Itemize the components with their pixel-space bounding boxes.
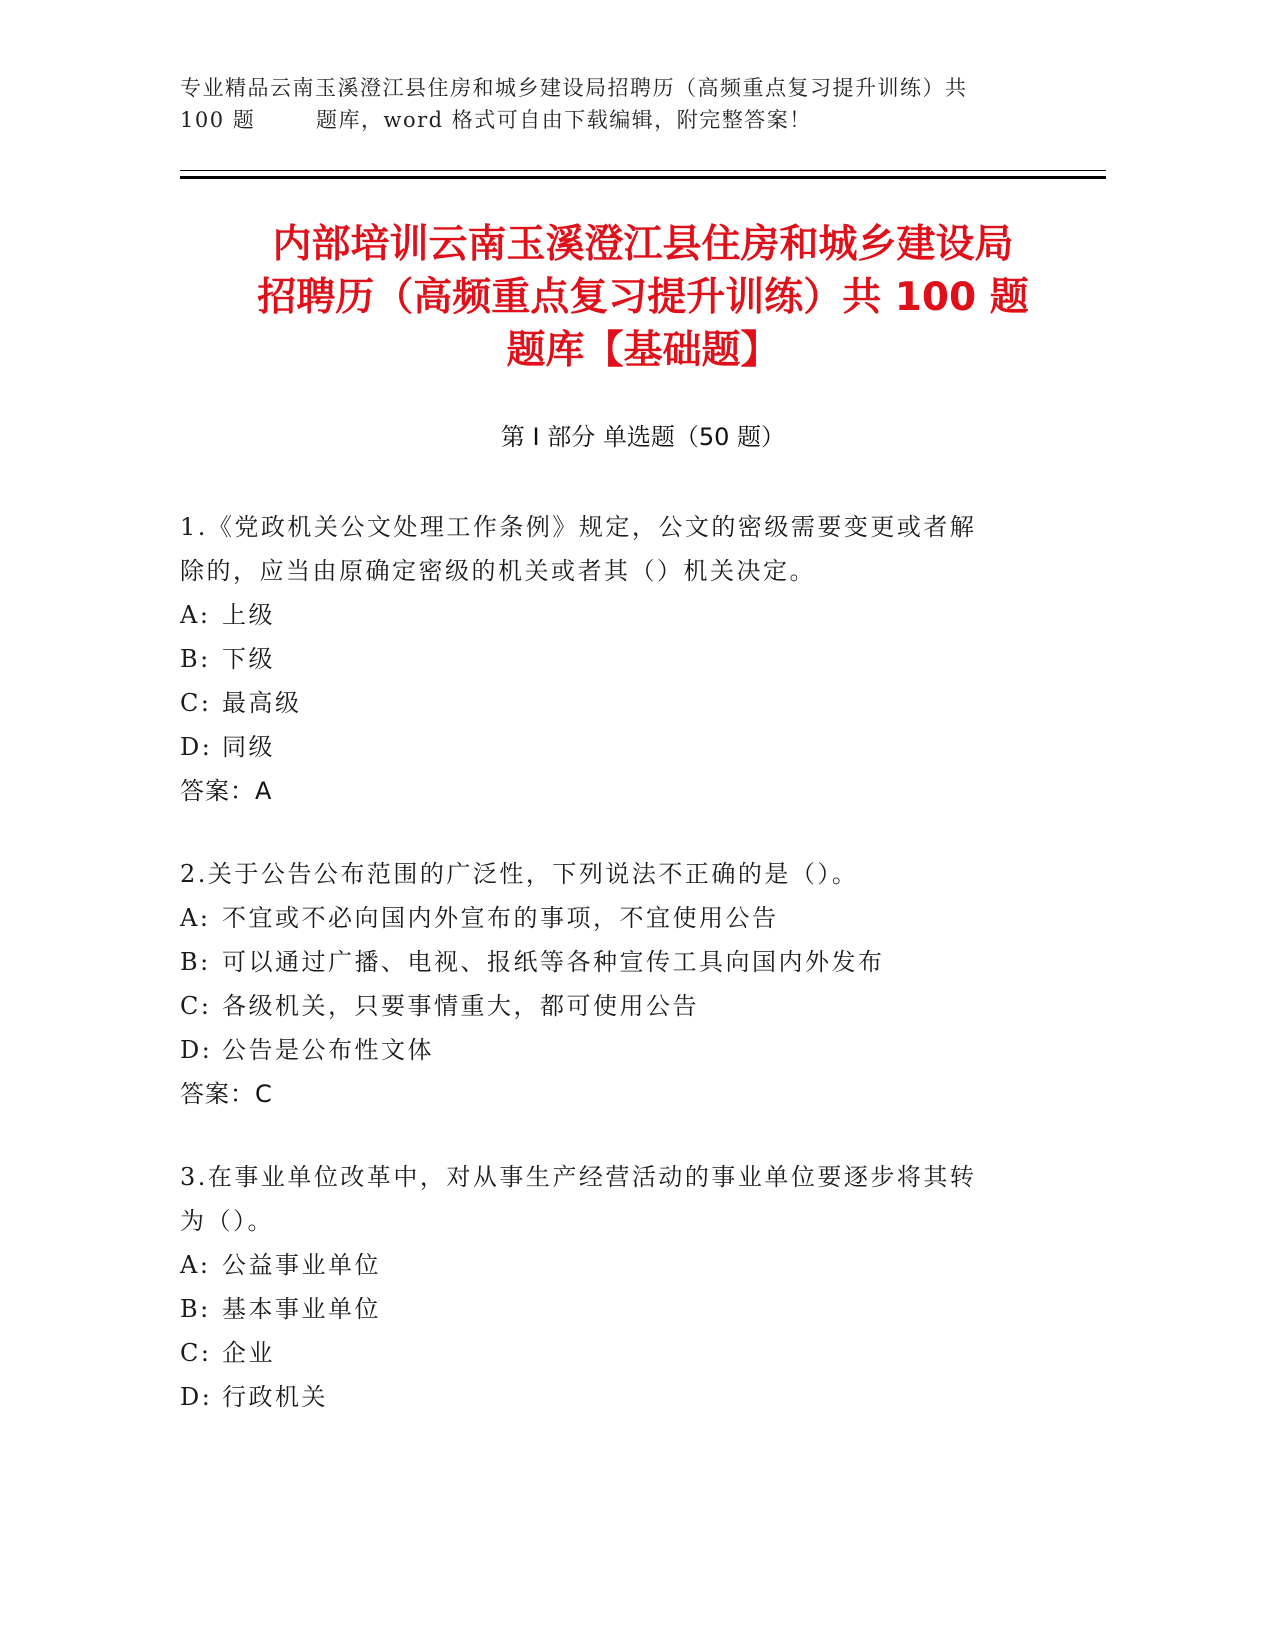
option-c	[180, 984, 1040, 1028]
option-a	[180, 593, 1040, 637]
option-b	[180, 940, 1040, 984]
option-c	[180, 1331, 1040, 1375]
title-line-1: 内部培训云南玉溪澄江县住房和城乡建设局	[272, 222, 1014, 267]
question-stem: 除的，应当由原确定密级的机关或者其（）机关决定。	[180, 557, 816, 585]
option-text: 公告是公布性文体	[222, 1036, 434, 1064]
option-d	[180, 1375, 1040, 1419]
question-list	[180, 505, 1040, 1458]
option-text: 各级机关，只要事情重大，都可使用公告	[222, 992, 699, 1020]
option-text: 基本事业单位	[222, 1295, 381, 1323]
section-title: 第 I 部分 单选题（50 题）	[500, 423, 786, 451]
header-rule-thin	[180, 170, 1106, 171]
option-c	[180, 681, 1040, 725]
header-line-2-prefix: 100 题	[180, 108, 256, 132]
answer: 答案：C	[180, 1080, 273, 1108]
option-key: D:	[180, 733, 213, 761]
option-key: B:	[180, 948, 211, 976]
option-key: D:	[180, 1383, 213, 1411]
question-stem: 1.《党政机关公文处理工作条例》规定，公文的密级需要变更或者解	[180, 513, 977, 541]
option-key: B:	[180, 645, 211, 673]
option-key: B:	[180, 1295, 211, 1323]
header-line-1: 专业精品云南玉溪澄江县住房和城乡建设局招聘历（高频重点复习提升训练）共	[180, 76, 968, 100]
question-stem: 为（）。	[180, 1207, 274, 1235]
question-2	[180, 852, 1040, 1116]
answer: 答案：A	[180, 777, 273, 805]
option-text: 公益事业单位	[222, 1251, 381, 1279]
option-key: D:	[180, 1036, 213, 1064]
option-text: 上级	[222, 601, 275, 629]
option-d	[180, 725, 1040, 769]
option-a	[180, 1243, 1040, 1287]
option-d	[180, 1028, 1040, 1072]
option-a	[180, 896, 1040, 940]
option-key: C:	[180, 689, 212, 717]
option-key: C:	[180, 992, 212, 1020]
question-stem: 3.在事业单位改革中，对从事生产经营活动的事业单位要逐步将其转	[180, 1163, 977, 1191]
option-b	[180, 637, 1040, 681]
header-line-2	[180, 104, 1040, 136]
option-text: 同级	[222, 733, 275, 761]
header-line-2-rest: 题库，word 格式可自由下载编辑，附完整答案！	[316, 108, 812, 132]
question-1	[180, 505, 1040, 813]
option-key: A:	[180, 601, 211, 629]
option-text: 企业	[222, 1339, 275, 1367]
option-key: C:	[180, 1339, 212, 1367]
option-text: 行政机关	[222, 1383, 328, 1411]
page-header	[180, 72, 1040, 136]
document-title	[180, 218, 1106, 377]
option-key: A:	[180, 904, 211, 932]
title-line-2: 招聘历（高频重点复习提升训练）共 100 题	[257, 275, 1029, 320]
option-b	[180, 1287, 1040, 1331]
title-line-3: 题库【基础题】	[506, 328, 780, 373]
option-text: 不宜或不必向国内外宣布的事项，不宜使用公告	[222, 904, 779, 932]
option-text: 下级	[222, 645, 275, 673]
header-rule-thick	[180, 176, 1106, 179]
question-3	[180, 1155, 1040, 1419]
option-text: 最高级	[222, 689, 302, 717]
option-key: A:	[180, 1251, 211, 1279]
question-stem: 2.关于公告公布范围的广泛性，下列说法不正确的是（）。	[180, 860, 859, 888]
option-text: 可以通过广播、电视、报纸等各种宣传工具向国内外发布	[222, 948, 885, 976]
